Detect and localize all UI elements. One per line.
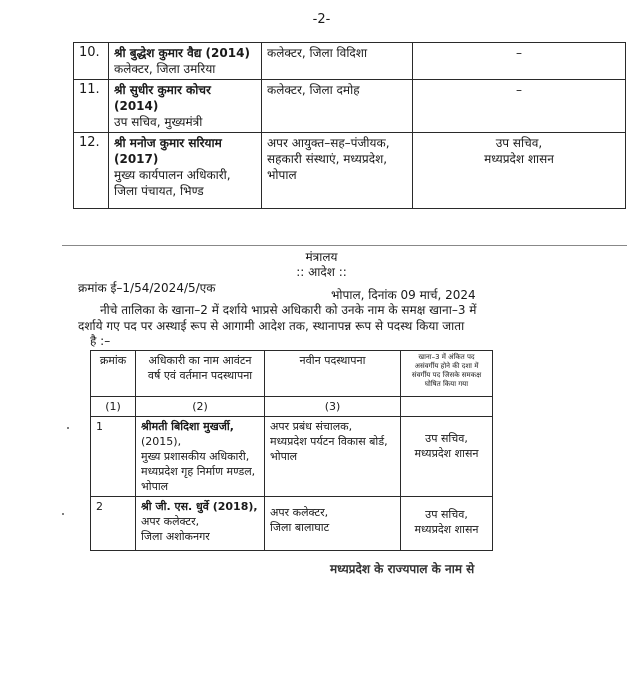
officer-name: श्री बुद्धेश कुमार वैद्य (2014) (114, 46, 250, 60)
new-posting-cell: कलेक्टर, जिला दमोह (262, 80, 413, 133)
new-posting-line: जिला बालाघाट (270, 521, 330, 534)
remark-cell (401, 497, 493, 551)
new-posting-cell: कलेक्टर, जिला विदिशा (262, 43, 413, 80)
table-row (74, 80, 626, 133)
current-posting: मुख्य कार्यपालन अधिकारी, (114, 168, 231, 182)
remark-cell (401, 417, 493, 497)
index-cell: (2) (136, 397, 265, 417)
remark-line: मध्यप्रदेश शासन (484, 152, 554, 166)
current-posting-line: मध्यप्रदेश गृह निर्माण मण्डल, (141, 465, 256, 478)
new-posting-cell (265, 417, 401, 497)
officer-name-cell (109, 80, 262, 133)
order-paragraph-line: है :– (90, 334, 111, 348)
index-cell: (3) (265, 397, 401, 417)
page-number: -2- (312, 12, 331, 27)
remark-line: उप सचिव, (495, 136, 543, 150)
remark-line: उप सचिव, (425, 508, 468, 521)
index-cell: (1) (91, 397, 136, 417)
current-posting: मुख्य प्रशासकीय अधिकारी, (141, 450, 250, 463)
new-posting-line: सहकारी संस्थाएं, मध्यप्रदेश, (267, 152, 388, 166)
table-header-row (91, 351, 493, 397)
ministry-heading: मंत्रालय (305, 250, 338, 264)
table-row (74, 43, 626, 80)
header-cadre-line: संवर्गीय पद जिसके समकक्ष (411, 371, 482, 379)
order-paragraph-line: दर्शाये गए पद पर अस्थाई रूप से आगामी आदेश तक, स्थानापन्न रूप से पदस्थ किया जाता (78, 319, 465, 333)
row-number: 1 (91, 417, 136, 497)
governor-signature-line: मध्यप्रदेश के राज्यपाल के नाम से (330, 562, 475, 576)
officer-name-cell (109, 133, 262, 209)
remark-line: मध्यप्रदेश शासन (414, 523, 479, 536)
order-paragraph-line: नीचे तालिका के खाना–2 में दर्शाये भाप्रसे अधिकारी को उनके नाम के समक्ष खाना–3 में (100, 303, 477, 317)
table-row (74, 133, 626, 209)
current-posting: उप सचिव, मुख्यमंत्री (114, 115, 203, 129)
allotment-year: (2015), (141, 435, 182, 448)
row-number: 10. (74, 43, 109, 80)
row-number: 12. (74, 133, 109, 209)
allotment-year: (2017) (114, 152, 159, 166)
order-place-date: भोपाल, दिनांक 09 मार्च, 2024 (331, 288, 476, 302)
officer-posting-table-2 (90, 350, 493, 551)
index-cell (401, 397, 493, 417)
new-posting-line: अपर आयुक्त–सह–पंजीयक, (267, 136, 390, 150)
officer-name-cell (109, 43, 262, 80)
current-posting-line: भोपाल (141, 480, 169, 493)
speck (62, 513, 64, 515)
new-posting-cell (262, 133, 413, 209)
new-posting-cell (265, 497, 401, 551)
remark-cell (413, 133, 626, 209)
header-officer (136, 351, 265, 397)
header-serial: क्रमांक (91, 351, 136, 397)
order-title: :: आदेश :: (296, 265, 347, 279)
header-officer-line: अधिकारी का नाम आवंटन (148, 354, 252, 367)
column-index-row (91, 397, 493, 417)
row-number: 11. (74, 80, 109, 133)
order-number: क्रमांक ई–1/54/2024/5/एक (78, 281, 216, 295)
remark-cell: – (413, 43, 626, 80)
current-posting: कलेक्टर, जिला उमरिया (114, 62, 216, 76)
officer-name: श्री जी. एस. धुर्वे (2018), (141, 500, 258, 513)
new-posting-line: अपर कलेक्टर, (270, 506, 329, 519)
officer-name-cell (136, 497, 265, 551)
header-cadre-line: खाना–3 में अंकित पद (418, 353, 475, 361)
table-row (91, 417, 493, 497)
header-cadre-line: असंवर्गीय होने की दशा में (414, 362, 479, 370)
new-posting-line: मध्यप्रदेश पर्यटन विकास बोर्ड, (270, 435, 388, 448)
officer-name: श्रीमती बिदिशा मुखर्जी, (141, 420, 234, 433)
section-divider (62, 245, 627, 246)
officer-name: श्री मनोज कुमार सरियाम (114, 136, 222, 150)
current-posting-location: जिला पंचायत, भिण्ड (114, 184, 204, 198)
officer-name: श्री सुधीर कुमार कोचर (2014) (114, 83, 211, 113)
header-cadre-post (401, 351, 493, 397)
current-posting-line: जिला अशोकनगर (141, 530, 210, 543)
officer-name-cell (136, 417, 265, 497)
header-new-posting: नवीन पदस्थापना (265, 351, 401, 397)
header-cadre-line: घोषित किया गया (424, 380, 469, 388)
header-officer-line: वर्ष एवं वर्तमान पदस्थापना (147, 369, 253, 382)
speck (67, 427, 69, 429)
new-posting-line: अपर प्रबंध संचालक, (270, 420, 353, 433)
officer-posting-table-1 (73, 42, 626, 209)
new-posting-line: भोपाल (267, 168, 297, 182)
row-number: 2 (91, 497, 136, 551)
remark-cell: – (413, 80, 626, 133)
remark-line: उप सचिव, (425, 432, 468, 445)
current-posting: अपर कलेक्टर, (141, 515, 200, 528)
new-posting-line: भोपाल (270, 450, 298, 463)
table-row (91, 497, 493, 551)
remark-line: मध्यप्रदेश शासन (414, 447, 479, 460)
